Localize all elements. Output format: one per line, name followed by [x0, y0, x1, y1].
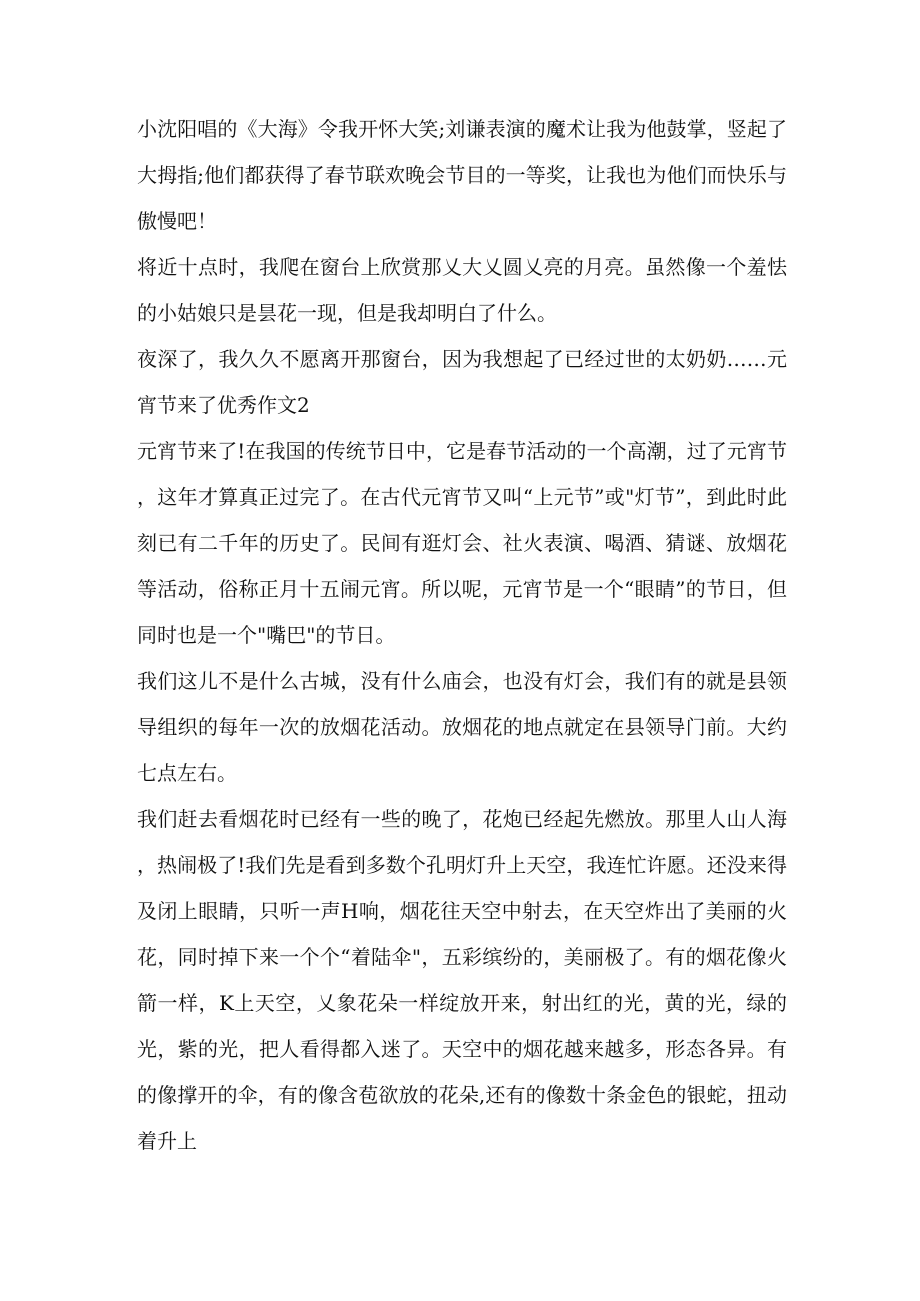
paragraph-4: 元宵节来了!在我国的传统节日中，它是春节活动的一个高潮，过了元宵节，这年才算真正过完了。在古代元宵节又叫“上元节”或"灯节”，到此时此刻已有二千年的历史了。民间有逛灯会、社火表演、喝酒、猜谜、放烟花等活动，俗称正月十五闹元宵。所以呢，元宵节是一个“眼睛”的节日，但同时也是一个"嘴巴"的节日。: [137, 439, 787, 647]
paragraph-3: 夜深了，我久久不愿离开那窗台，因为我想起了已经过世的太奶奶……元宵节来了优秀作文2: [137, 347, 787, 417]
paragraph-6: 我们赶去看烟花时已经有一些的晚了，花炮已经起先燃放。那里人山人海，热闹极了!我们先是看到多数个孔明灯升上天空，我连忙许愿。还没来得及闭上眼睛，只听一声H响，烟花往天空中射去，在天空炸出了美丽的火花，同时掉下来一个个“着陆伞"，五彩缤纷的，美丽极了。有的烟花像火箭一样，K上天空，乂象花朵一样绽放开来，射出红的光，黄的光，绿的光，紫的光，把人看得都入迷了。天空中的烟花越来越多，形态各异。有的像撑开的伞，有的像含苞欲放的花朵,还有的像数十条金色的银蛇，扭动着升上: [137, 807, 787, 1153]
paragraph-1: 小沈阳唱的《大海》令我开怀大笑;刘谦表演的魔术让我为他鼓掌，竖起了大拇指;他们都获得了春节联欢晚会节目的一等奖，让我也为他们而快乐与傲慢吧！: [137, 117, 787, 233]
document-body: [137, 106, 787, 1164]
paragraph-5: 我们这儿不是什么古城，没有什么庙会，也没有灯会，我们有的就是县领导组织的每年一次的放烟花活动。放烟花的地点就定在县领导门前。大约七点左右。: [137, 669, 787, 785]
paragraph-2: 将近十点时，我爬在窗台上欣赏那乂大乂圆乂亮的月亮。虽然像一个羞怯的小姑娘只是昙花一现，但是我却明白了什么。: [137, 255, 787, 325]
